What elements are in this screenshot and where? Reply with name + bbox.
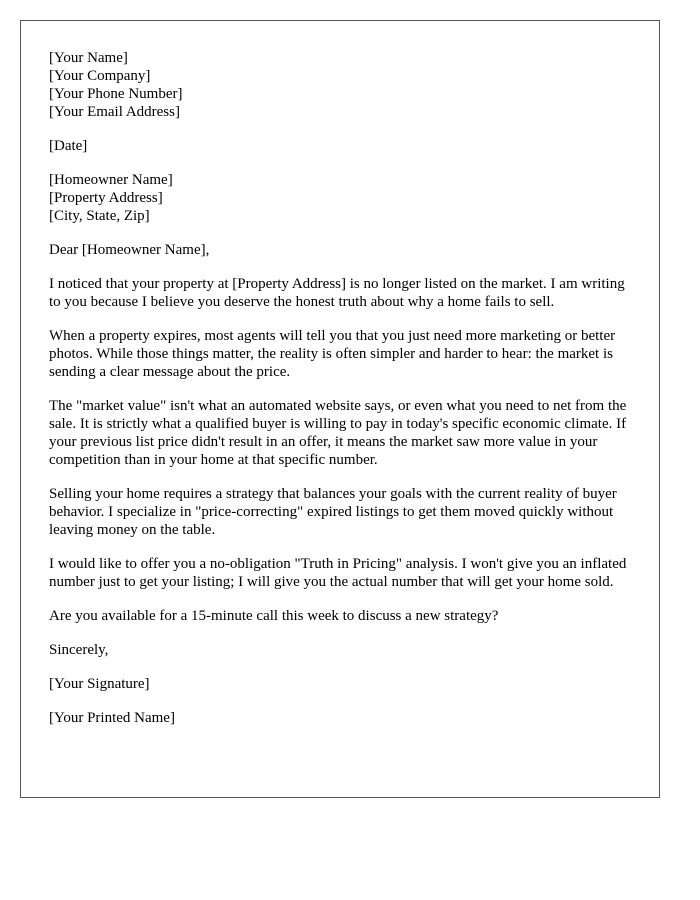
date-block xyxy=(49,137,631,155)
body-paragraph-1: I noticed that your property at [Property Address] is no longer listed on the market. I am writing to you because I believe you deserve the honest truth about why a home fails to sell. xyxy=(49,276,625,310)
body-paragraph-5: I would like to offer you a no-obligation "Truth in Pricing" analysis. I won't give you an inflated number just to get your listing; I will give you the actual number that will get your home sold. xyxy=(49,556,627,590)
printed-name: [Your Printed Name] xyxy=(49,710,175,726)
body-paragraph-6: Are you available for a 15-minute call this week to discuss a new strategy? xyxy=(49,608,499,624)
body-paragraph-3: The "market value" isn't what an automated website says, or even what you need to net from the sale. It is strictly what a qualified buyer is willing to pay in today's specific economic climate. If your previous list price didn't result in an offer, it means the market saw more value in your competition than in your home at that specific number. xyxy=(49,398,627,468)
recipient-block xyxy=(49,171,631,225)
recipient-address: [Property Address] xyxy=(49,190,163,206)
closing: Sincerely, xyxy=(49,642,109,658)
body-paragraph-2: When a property expires, most agents will tell you that you just need more marketing or better photos. While those things matter, the reality is often simpler and harder to hear: the market is sending a clear message about the price. xyxy=(49,328,616,380)
letter-date: [Date] xyxy=(49,138,88,154)
salutation: Dear [Homeowner Name], xyxy=(49,242,210,258)
sender-block xyxy=(49,49,631,121)
recipient-name: [Homeowner Name] xyxy=(49,172,173,188)
signature: [Your Signature] xyxy=(49,676,150,692)
letter-frame xyxy=(20,20,660,798)
sender-name: [Your Name] xyxy=(49,50,128,66)
sender-email: [Your Email Address] xyxy=(49,104,180,120)
sender-company: [Your Company] xyxy=(49,68,151,84)
sender-phone: [Your Phone Number] xyxy=(49,86,183,102)
recipient-city-state-zip: [City, State, Zip] xyxy=(49,208,150,224)
body-paragraph-4: Selling your home requires a strategy that balances your goals with the current reality of buyer behavior. I specialize in "price-correcting" expired listings to get them moved quickly without leaving money on the table. xyxy=(49,486,617,538)
